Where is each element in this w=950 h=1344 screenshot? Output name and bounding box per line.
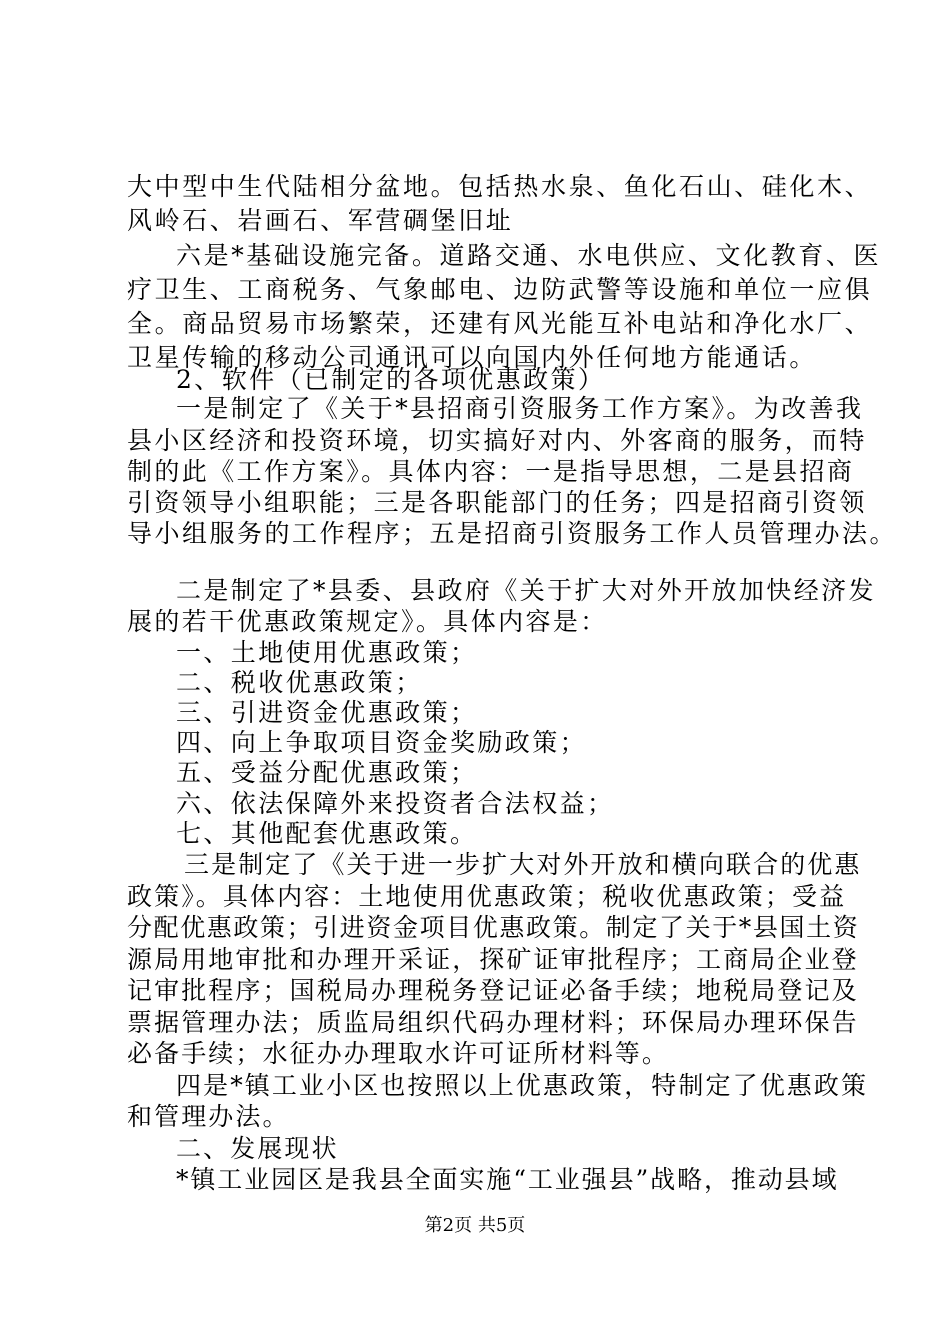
text-line: 疗卫生、工商税务、气象邮电、边防武警等设施和单位一应俱: [127, 275, 873, 304]
text-line: *镇工业园区是我县全面实施“工业强县”战略，推动县域: [176, 1165, 839, 1194]
text-line: 必备手续；水征办办理取水许可证所材料等。: [127, 1039, 670, 1068]
text-line: 卫星传输的移动公司通讯可以向国内外任何地方能通话。: [127, 343, 818, 372]
list-item: 五、受益分配优惠政策；: [176, 758, 478, 787]
text-line: 六是*基础设施完备。道路交通、水电供应、文化教育、医: [176, 241, 882, 270]
text-line: 县小区经济和投资环境，切实搞好对内、外客商的服务，而特: [127, 426, 867, 455]
text-line: 和管理办法。: [127, 1102, 290, 1131]
list-item: 一、土地使用优惠政策；: [176, 638, 478, 667]
text-line: 记审批程序；国税局办理税务登记证必备手续；地税局登记及: [127, 976, 859, 1005]
text-line: 分配优惠政策；引进资金项目优惠政策。制定了关于*县国土资: [127, 913, 860, 942]
list-item: 三、引进资金优惠政策；: [176, 698, 478, 727]
text-line: 大中型中生代陆相分盆地。包括热水泉、鱼化石山、硅化木、: [127, 172, 873, 201]
text-line: 一是制定了《关于*县招商引资服务工作方案》。为改善我: [176, 394, 864, 423]
text-line: 二是制定了*县委、县政府《关于扩大对外开放加快经济发: [176, 576, 876, 605]
text-line: 四是*镇工业小区也按照以上优惠政策，特制定了优惠政策: [176, 1071, 869, 1100]
list-item: 六、依法保障外来投资者合法权益；: [176, 789, 615, 818]
list-item: 七、其他配套优惠政策。: [176, 819, 478, 848]
text-line: 票据管理办法；质监局组织代码办理材料；环保局办理环保告: [127, 1008, 859, 1037]
text-line: 制的此《工作方案》。具体内容：一是指导思想，二是县招商: [127, 457, 855, 486]
text-line: 全。商品贸易市场繁荣，还建有风光能互补电站和净化水厂、: [127, 309, 873, 338]
page-footer: 第2页 共5页: [424, 1215, 526, 1236]
list-item: 四、向上争取项目资金奖励政策；: [176, 728, 588, 757]
text-line: 三是制定了《关于进一步扩大对外开放和横向联合的优惠: [184, 850, 862, 879]
text-line: 引资领导小组职能；三是各职能部门的任务；四是招商引资领: [127, 488, 867, 517]
list-item: 二、税收优惠政策；: [176, 668, 423, 697]
section-heading: 2、软件（已制定的各项优惠政策）: [176, 365, 606, 394]
text-line: 源局用地审批和办理开采证，探矿证审批程序；工商局企业登: [127, 945, 859, 974]
text-line: 导小组服务的工作程序；五是招商引资服务工作人员管理办法。: [127, 519, 898, 548]
text-line: 展的若干优惠政策规定》。具体内容是：: [127, 607, 608, 636]
section-heading: 二、发展现状: [176, 1134, 339, 1163]
text-line: 风岭石、岩画石、军营碉堡旧址: [127, 206, 514, 235]
text-line: 政策》。具体内容：土地使用优惠政策；税收优惠政策；受益: [127, 882, 847, 911]
